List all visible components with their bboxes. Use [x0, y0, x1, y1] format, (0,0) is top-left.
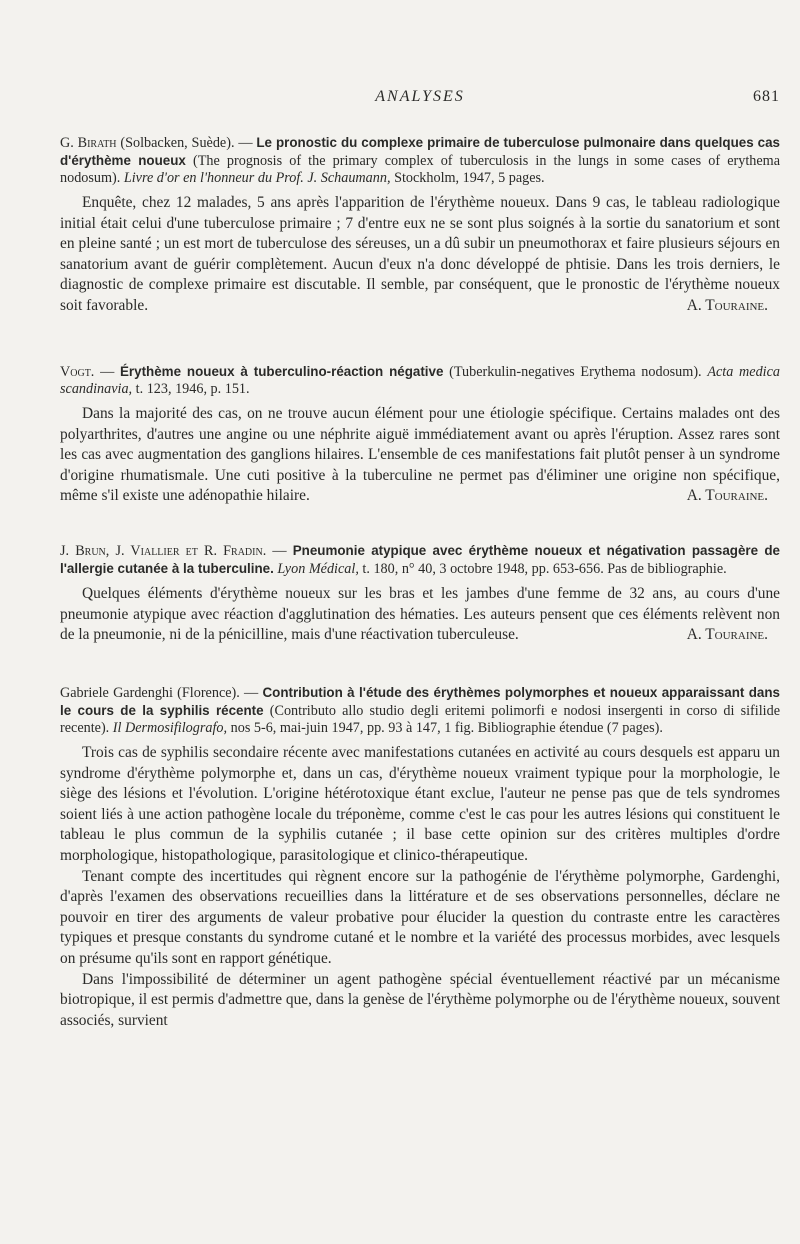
- entry-paragraph: Trois cas de syphilis secondaire récente avec manifestations cutanées en activité au cours desquels est apparu un syndrome d'érythème polymorphe et, dans un cas, d'érythème noueux vraiment typique pour la morphologie, le siège des lésions et l'évolution. L'origine hétérotoxique étant exclue, l'auteur ne pense pas que de tels syndromes soient liés à une action pathogène locale du tréponème, comme c'est le cas pour les autres lésions qui constituent le tableau le plus commun de la syphilis cutanée ; il base cette opinion sur des critères multiples d'ordre morphologique, histopathologique, parasitologique et clinico-thérapeutique.: [60, 744, 780, 864]
- entry-translation: (The prognosis of the primary complex of tuberculosis in the lungs in some cases of erythema nodosum).: [60, 153, 780, 186]
- entry-citation: Stockholm, 1947, 5 pages.: [390, 170, 545, 186]
- abstract-entry-1: [60, 134, 780, 317]
- entry-journal: Lyon Médical,: [277, 561, 359, 577]
- entry-paragraph: Quelques éléments d'érythème noueux sur les bras et les jambes d'une femme de 32 ans, au cours d'une pneumonie atypique avec réaction d'agglutination des hématies. Les auteurs pensent que ces éléments relèvent non de la pneumonie, ni de la pénicilline, mais d'une réactivation tuberculeuse. A. Touraine.: [60, 584, 780, 646]
- running-head: [60, 88, 780, 112]
- page-number: 681: [753, 88, 780, 105]
- entry-journal: Acta medica scandinavia,: [60, 364, 780, 397]
- entry-heading: [60, 542, 780, 578]
- entry-journal: Livre d'or en l'honneur du Prof. J. Schaumann,: [123, 170, 391, 186]
- abstract-entry-4: [60, 684, 780, 1031]
- entry-signature: A. Touraine.: [686, 487, 768, 505]
- entry-signature: A. Touraine.: [686, 296, 768, 314]
- entry-paragraph: Dans la majorité des cas, on ne trouve aucun élément pour une étiologie spécifique. Certains malades ont des polyarthrites, d'autres une angine ou une néphrite aiguë immédiatement avant ou après l'éruption. Assez rares sont les cas avec augmentation des ganglions hilaires. L'ensemble de ces manifestations fait plutôt penser à un syndrome d'origine rhumatismale. Une cuti positive à la tuberculine ne permet pas d'éliminer une origine non spécifique, même s'il existe une adénopathie hilaire. A. Touraine.: [60, 404, 780, 507]
- entry-paragraph: Dans l'impossibilité de déterminer un agent pathogène spécial éventuellement réactivé par un mécanisme biotropique, il est permis d'admettre que, dans la genèse de l'érythème polymorphe ou de l'érythème noueux, souvent associés, survient: [60, 970, 780, 1029]
- entry-title: Pneumonie atypique avec érythème noueux et négativation passagère de l'allergie cutanée à la tuberculine.: [60, 543, 780, 576]
- entry-affiliation: —: [94, 364, 120, 380]
- abstract-entry-2: [60, 363, 780, 507]
- entry-citation: t. 123, 1946, p. 151.: [132, 381, 250, 397]
- entry-paragraph: Enquête, chez 12 malades, 5 ans après l'apparition de l'érythème noueux. Dans 9 cas, le tableau radiologique initial était celui d'une tuberculose primaire ; 7 d'entre eux ne se sont plus soignés à la sortie du sanatorium et sont en pleine santé ; un est mort de tuberculose des séreuses, un a dû subir un pneumothorax et faire plusieurs séjours en sanatorium avant de guérir complètement. Aucun d'eux n'a donc développé de phtisie. Dans les trois derniers, le diagnostic de complexe primaire est discutable. Il semble, par conséquent, que le pronostic de l'érythème noueux soit favorable. A. Touraine.: [60, 193, 780, 317]
- entry-title: Contribution à l'étude des érythèmes polymorphes et noueux apparaissant dans le cours de la syphilis récente: [60, 685, 780, 718]
- entry-journal: Il Dermosifilografo,: [112, 720, 228, 736]
- entry-affiliation: (Florence). —: [172, 685, 263, 701]
- entry-affiliation: (Solbacken, Suède). —: [116, 135, 257, 151]
- entry-author: G. Birath: [60, 135, 117, 151]
- entry-author: J. Brun, J. Viallier et R. Fradin.: [60, 543, 267, 559]
- abstract-entry-3: [60, 542, 780, 646]
- entry-translation: (Tuberkulin-negatives Erythema nodosum).: [443, 364, 708, 380]
- entry-paragraph: Tenant compte des incertitudes qui règnent encore sur la pathogénie de l'érythème polymorphe, Gardenghi, d'après l'examen des observations recueillies dans la littérature et de ses observations personnelles, déclare ne pouvoir en tirer des arguments de valeur probative pour élucider la question du contraste entre les caractères typiques et presque constants du syndrome cutané et le nombre et la variété des processus morbides, avec lesquels on présume qu'ils sont en rapport génétique.: [60, 867, 780, 967]
- entry-citation: nos 5-6, mai-juin 1947, pp. 93 à 147, 1 fig. Bibliographie étendue (7 pages).: [227, 720, 663, 736]
- entry-heading: [60, 684, 780, 737]
- entry-translation: (Contributo allo studio degli eritemi polimorfi e nodosi insergenti in corso di sifilide recente).: [60, 703, 780, 736]
- entry-heading: [60, 134, 780, 187]
- entry-affiliation: —: [266, 543, 293, 559]
- entry-signature: A. Touraine.: [686, 626, 768, 644]
- entry-citation: t. 180, n° 40, 3 octobre 1948, pp. 653-656. Pas de bibliographie.: [358, 561, 727, 577]
- entry-heading: [60, 363, 780, 398]
- entry-title: Le pronostic du complexe primaire de tuberculose pulmonaire dans quelques cas d'érythème noueux: [60, 135, 780, 168]
- entry-author: Vogt.: [60, 364, 95, 380]
- entry-title: Érythème noueux à tuberculino-réaction négative: [119, 364, 444, 379]
- running-title: ANALYSES: [375, 88, 465, 105]
- entry-author: Gabriele Gardenghi: [60, 685, 173, 701]
